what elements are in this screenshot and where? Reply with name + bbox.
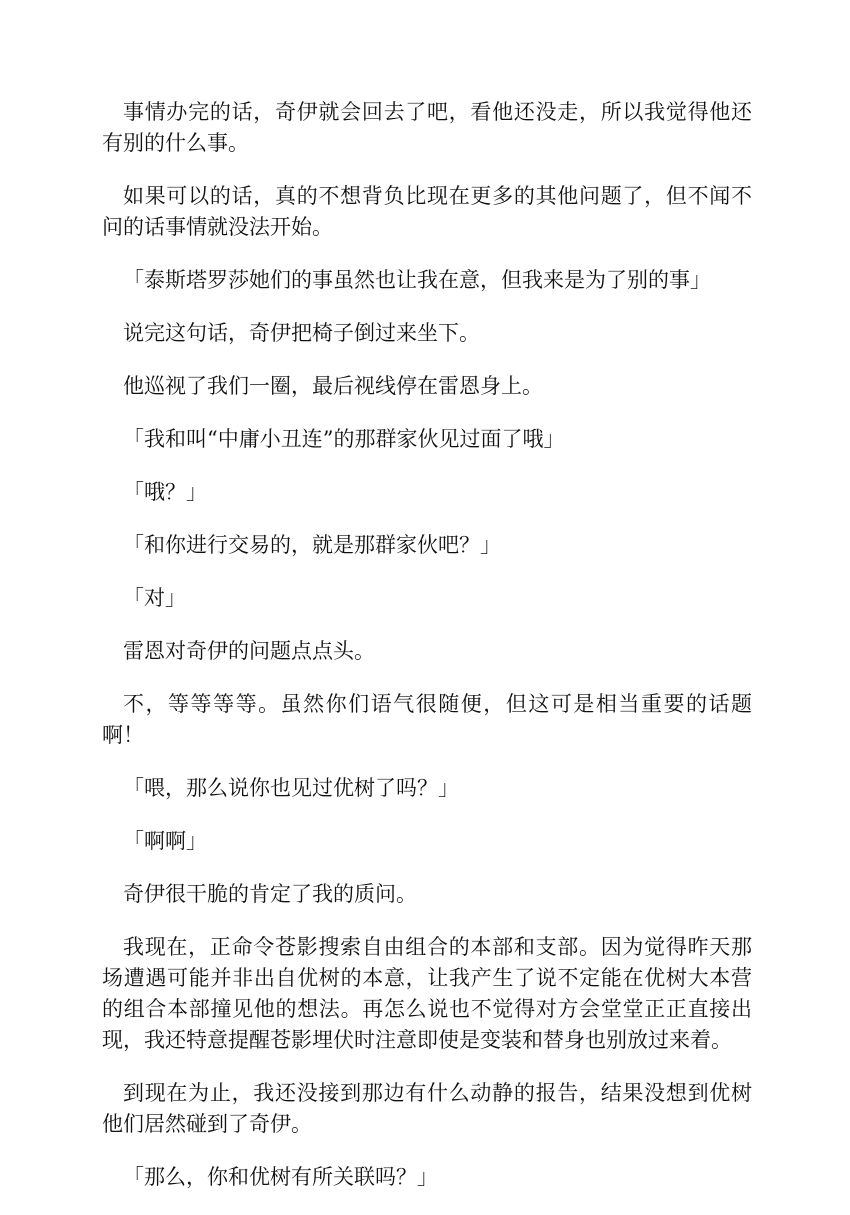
paragraph: 「泰斯塔罗莎她们的事虽然也让我在意，但我来是为了别的事」 [123,268,711,292]
paragraph: 如果可以的话，真的不想背负比现在更多的其他问题了，但不闻不问的话事情就没法开始。 [102,184,752,239]
paragraph: 事情办完的话，奇伊就会回去了吧，看他还没走，所以我觉得他还有别的什么事。 [102,100,752,155]
paragraph: 「对」 [123,586,186,610]
paragraph: 到现在为止，我还没接到那边有什么动静的报告，结果没想到优树他们居然碰到了奇伊。 [102,1081,752,1136]
paragraph: 「那么，你和优树有所关联吗？」 [123,1165,438,1189]
paragraph: 说完这句话，奇伊把椅子倒过来坐下。 [123,321,480,345]
paragraph: 「啊啊」 [123,829,207,853]
paragraph: 他巡视了我们一圈，最后视线停在雷恩身上。 [123,374,543,398]
paragraph: 「我和叫“中庸小丑连”的那群家伙见过面了哦」 [123,427,565,451]
paragraph: 雷恩对奇伊的问题点点头。 [123,639,375,663]
paragraph: 「哦？」 [123,480,207,504]
paragraph: 不，等等等等。虽然你们语气很随便，但这可是相当重要的话题啊！ [102,692,752,747]
paragraph: 「和你进行交易的，就是那群家伙吧？」 [123,533,501,557]
paragraph: 「喂，那么说你也见过优树了吗？」 [123,776,459,800]
paragraph: 我现在，正命令苍影搜索自由组合的本部和支部。因为觉得昨天那场遭遇可能并非出自优树的本意，让我产生了说不定能在优树大本营的组合本部撞见他的想法。再怎么说也不觉得对方会堂堂正正直接出现，我还特意提醒苍影埋伏时注意即使是变装和替身也别放过来着。 [102,935,752,1052]
paragraph: 奇伊很干脆的肯定了我的质问。 [123,882,417,906]
document-page [102,97,752,1215]
